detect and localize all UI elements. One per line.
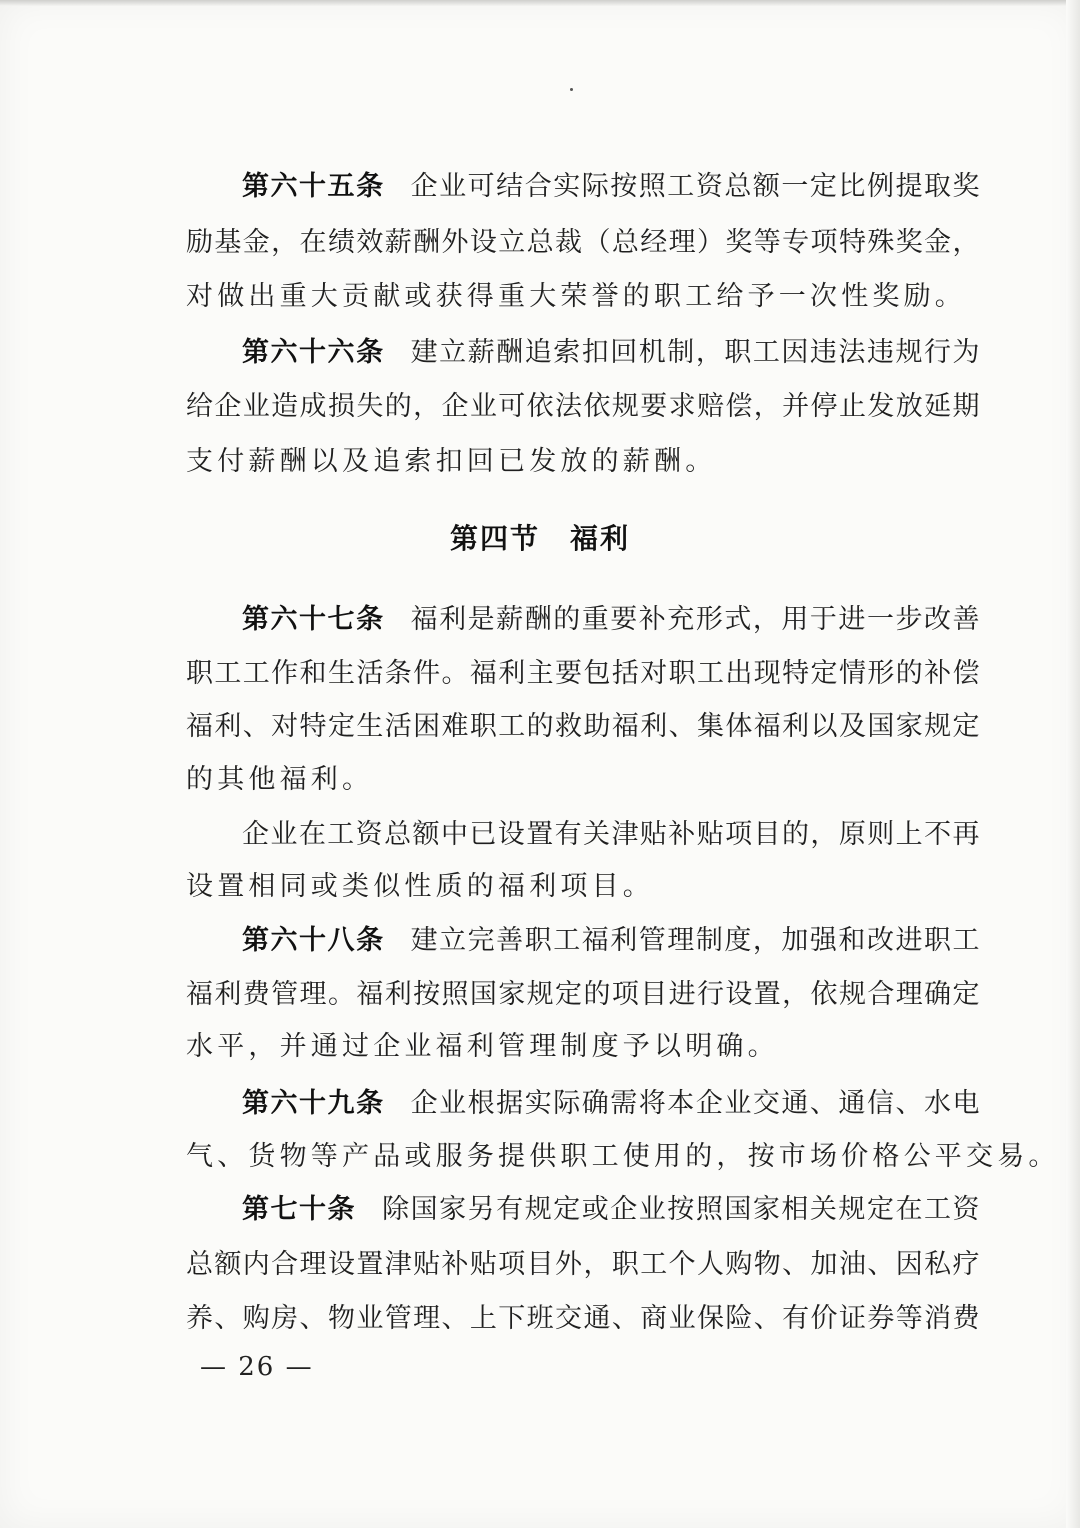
- article-66-line-1: [242, 326, 980, 380]
- article-70-line-3: 养、购房、物业管理、上下班交通、商业保险、有价证券等消费: [186, 1303, 980, 1334]
- article-69-line-1: [242, 1077, 980, 1131]
- article-70-text-1: 除国家另有规定或企业按照国家相关规定在工资: [382, 1194, 981, 1225]
- article-69-label: 第六十九条: [242, 1088, 385, 1119]
- section-title: 福利: [570, 522, 631, 555]
- article-68-line-3: 水平，并通过企业福利管理制度予以明确。: [186, 1031, 779, 1062]
- scan-edge-right: [1066, 0, 1080, 1528]
- article-65-label: 第六十五条: [242, 171, 385, 202]
- article-70-line-2: 总额内合理设置津贴补贴项目外，职工个人购物、加油、因私疗: [186, 1249, 980, 1280]
- article-68-text-1: 建立完善职工福利管理制度，加强和改进职工: [410, 925, 981, 956]
- article-67-line-4: 的其他福利。: [186, 764, 374, 795]
- article-66-text-1: 建立薪酬追索扣回机制，职工因违法违规行为: [410, 337, 981, 368]
- article-70-line-1: [242, 1183, 980, 1237]
- article-66-line-3: 支付薪酬以及追索扣回已发放的薪酬。: [186, 446, 717, 477]
- article-68-line-2: 福利费管理。福利按照国家规定的项目进行设置，依规合理确定: [186, 979, 980, 1010]
- article-65-line-1: [242, 160, 980, 214]
- article-67-line-3: 福利、对特定生活困难职工的救助福利、集体福利以及国家规定: [186, 711, 980, 742]
- article-65-text-1: 企业可结合实际按照工资总额一定比例提取奖: [410, 171, 981, 202]
- section-number: 第四节: [449, 522, 540, 555]
- article-66-line-2: 给企业造成损失的，企业可依法依规要求赔偿，并停止发放延期: [186, 391, 980, 422]
- section-heading: [0, 512, 1080, 566]
- article-66-label: 第六十六条: [242, 337, 385, 368]
- article-67-line-2: 职工工作和生活条件。福利主要包括对职工出现特定情形的补偿: [186, 658, 980, 689]
- scan-edge-top: [0, 0, 1080, 6]
- article-69-text-1: 企业根据实际确需将本企业交通、通信、水电: [410, 1088, 981, 1119]
- article-65-line-2: 励基金，在绩效薪酬外设立总裁（总经理）奖等专项特殊奖金，: [186, 227, 980, 258]
- scan-speck: [570, 88, 573, 91]
- article-68-label: 第六十八条: [242, 925, 385, 956]
- article-70-label: 第七十条: [242, 1194, 357, 1225]
- article-69-line-2: 气、货物等产品或服务提供职工使用的，按市场价格公平交易。: [186, 1141, 1060, 1172]
- article-68-line-1: [242, 914, 980, 968]
- page-number: — 26 —: [200, 1352, 314, 1382]
- article-65-line-3: 对做出重大贡献或获得重大荣誉的职工给予一次性奖励。: [186, 281, 966, 312]
- article-67-text-1: 福利是薪酬的重要补充形式，用于进一步改善: [410, 604, 981, 635]
- article-67-line-1: [242, 593, 980, 647]
- article-67-label: 第六十七条: [242, 604, 385, 635]
- article-67-para2-line-2: 设置相同或类似性质的福利项目。: [186, 871, 654, 902]
- article-67-para2-line-1: 企业在工资总额中已设置有关津贴补贴项目的，原则上不再: [242, 819, 980, 850]
